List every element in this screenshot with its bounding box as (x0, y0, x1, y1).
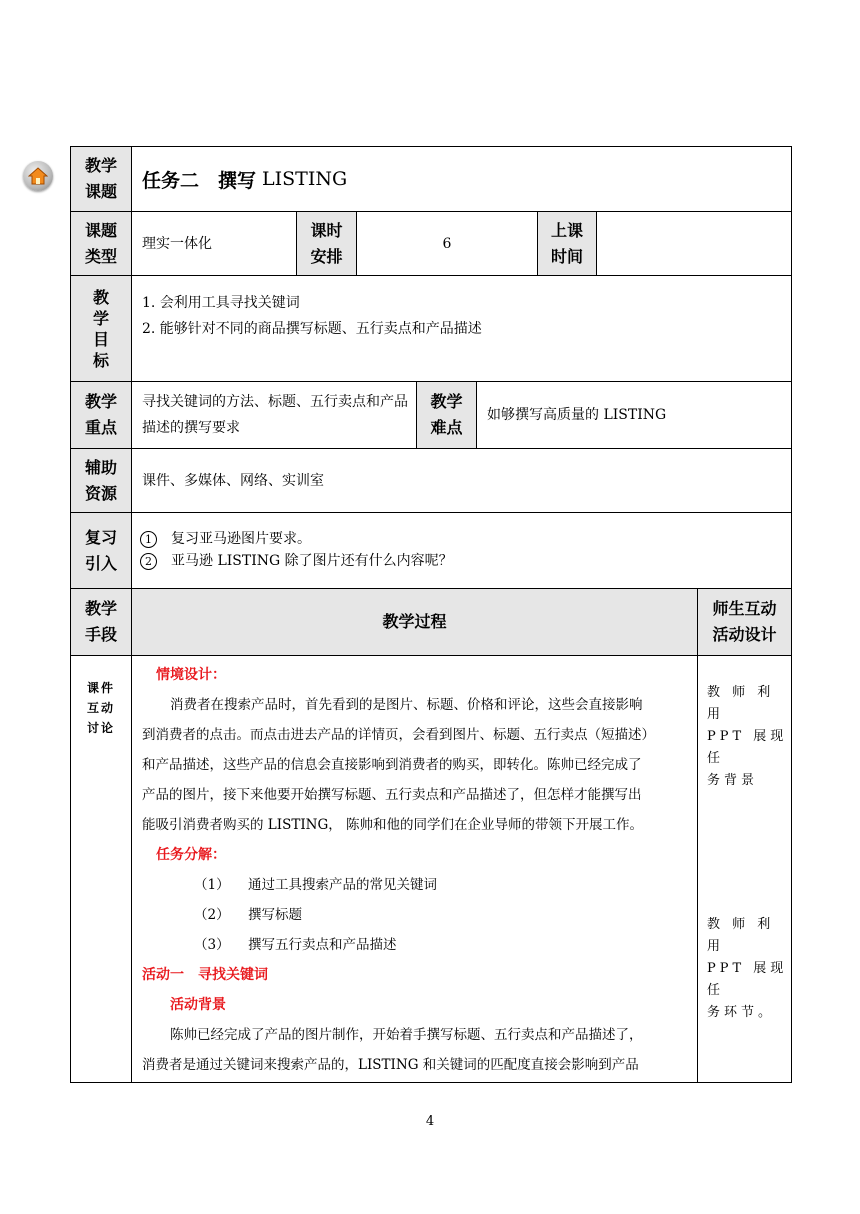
resources-label: 辅助 资源 (70, 448, 132, 513)
background-line: 消费者是通过关键词来搜索产品的，LISTING 和关键词的匹配度直接会影响到产品 (142, 1057, 639, 1073)
topic-title-cn: 任务二 撰写 (142, 169, 257, 192)
time-label: 上课 时间 (537, 211, 597, 276)
hours-label: 课时 安排 (296, 211, 357, 276)
keypoints-value: 寻找关键词的方法、标题、五行卖点和产品描述的撰写要求 (131, 381, 417, 449)
type-value: 理实一体化 (131, 211, 297, 276)
page-number: 4 (425, 1114, 435, 1129)
note-line: 教 师 利 用 (707, 685, 775, 722)
hours-value: 6 (356, 211, 538, 276)
note-line: 教 师 利 用 (707, 917, 775, 954)
interaction-notes (697, 655, 792, 1083)
note-line: 务环节。 (707, 1005, 776, 1020)
task-item: （1） 通过工具搜索产品的常见关键词 (194, 877, 437, 893)
time-value (596, 211, 792, 276)
situation-line: 能吸引消费者购买的 LISTING， 陈帅和他的同学们在企业导师的带领下开展工作。 (142, 817, 644, 833)
task-title: 任务分解： (156, 847, 226, 863)
topic-title-en: LISTING (262, 168, 348, 190)
type-label: 课题 类型 (70, 211, 132, 276)
note-line: PPT 展现任 (707, 961, 788, 998)
keypoints-label: 教学 重点 (70, 381, 132, 449)
situation-title: 情境设计： (156, 667, 226, 683)
review-item: 1 复习亚马逊图片要求。 (140, 528, 791, 550)
objectives-label: 教 学 目 标 (70, 275, 132, 382)
situation-line: 产品的图片，接下来他要开始撰写标题、五行卖点和产品描述了，但怎样才能撰写出 (142, 787, 642, 803)
process-content (131, 655, 698, 1083)
note-line: PPT 展现任 (707, 729, 788, 766)
process-header: 教学过程 (131, 588, 698, 656)
task-item: （3） 撰写五行卖点和产品描述 (194, 937, 397, 953)
situation-line: 消费者在搜索产品时，首先看到的是图片、标题、价格和评论，这些会直接影响 (170, 697, 643, 713)
note-line: 务背景 (707, 773, 759, 788)
circled-number: 2 (140, 553, 157, 570)
objective-item: 2. 能够针对不同的商品撰写标题、五行卖点和产品描述 (142, 321, 482, 337)
interaction-header: 师生互动 活动设计 (697, 588, 792, 656)
method-value: 课件 互动 讨论 (70, 655, 132, 1083)
difficulty-label: 教学 难点 (416, 381, 477, 449)
objectives-list (131, 275, 792, 382)
home-icon (28, 166, 48, 186)
home-button[interactable] (23, 161, 53, 191)
situation-line: 和产品描述，这些产品的信息会直接影响到消费者的购买，即转化。陈帅已经完成了 (142, 757, 642, 773)
background-title: 活动背景 (170, 997, 226, 1013)
topic-title (131, 146, 792, 212)
task-item: （2） 撰写标题 (194, 907, 302, 923)
background-line: 陈帅已经完成了产品的图片制作，开始着手撰写标题、五行卖点和产品描述了， (170, 1027, 643, 1043)
objective-item: 1. 会利用工具寻找关键词 (142, 295, 300, 311)
topic-label: 教学 课题 (70, 146, 132, 212)
situation-line: 到消费者的点击。而点击进去产品的详情页，会看到图片、标题、五行卖点（短描述） (142, 727, 655, 743)
circled-number: 1 (140, 531, 157, 548)
activity-title: 活动一 寻找关键词 (142, 967, 268, 983)
review-label: 复习 引入 (70, 512, 132, 589)
review-item: 2 亚马逊 LISTING 除了图片还有什么内容呢？ (140, 550, 791, 572)
method-header: 教学 手段 (70, 588, 132, 656)
review-list (131, 512, 792, 589)
difficulty-value: 如够撰写高质量的 LISTING (476, 381, 792, 449)
resources-value: 课件、多媒体、网络、实训室 (131, 448, 792, 513)
